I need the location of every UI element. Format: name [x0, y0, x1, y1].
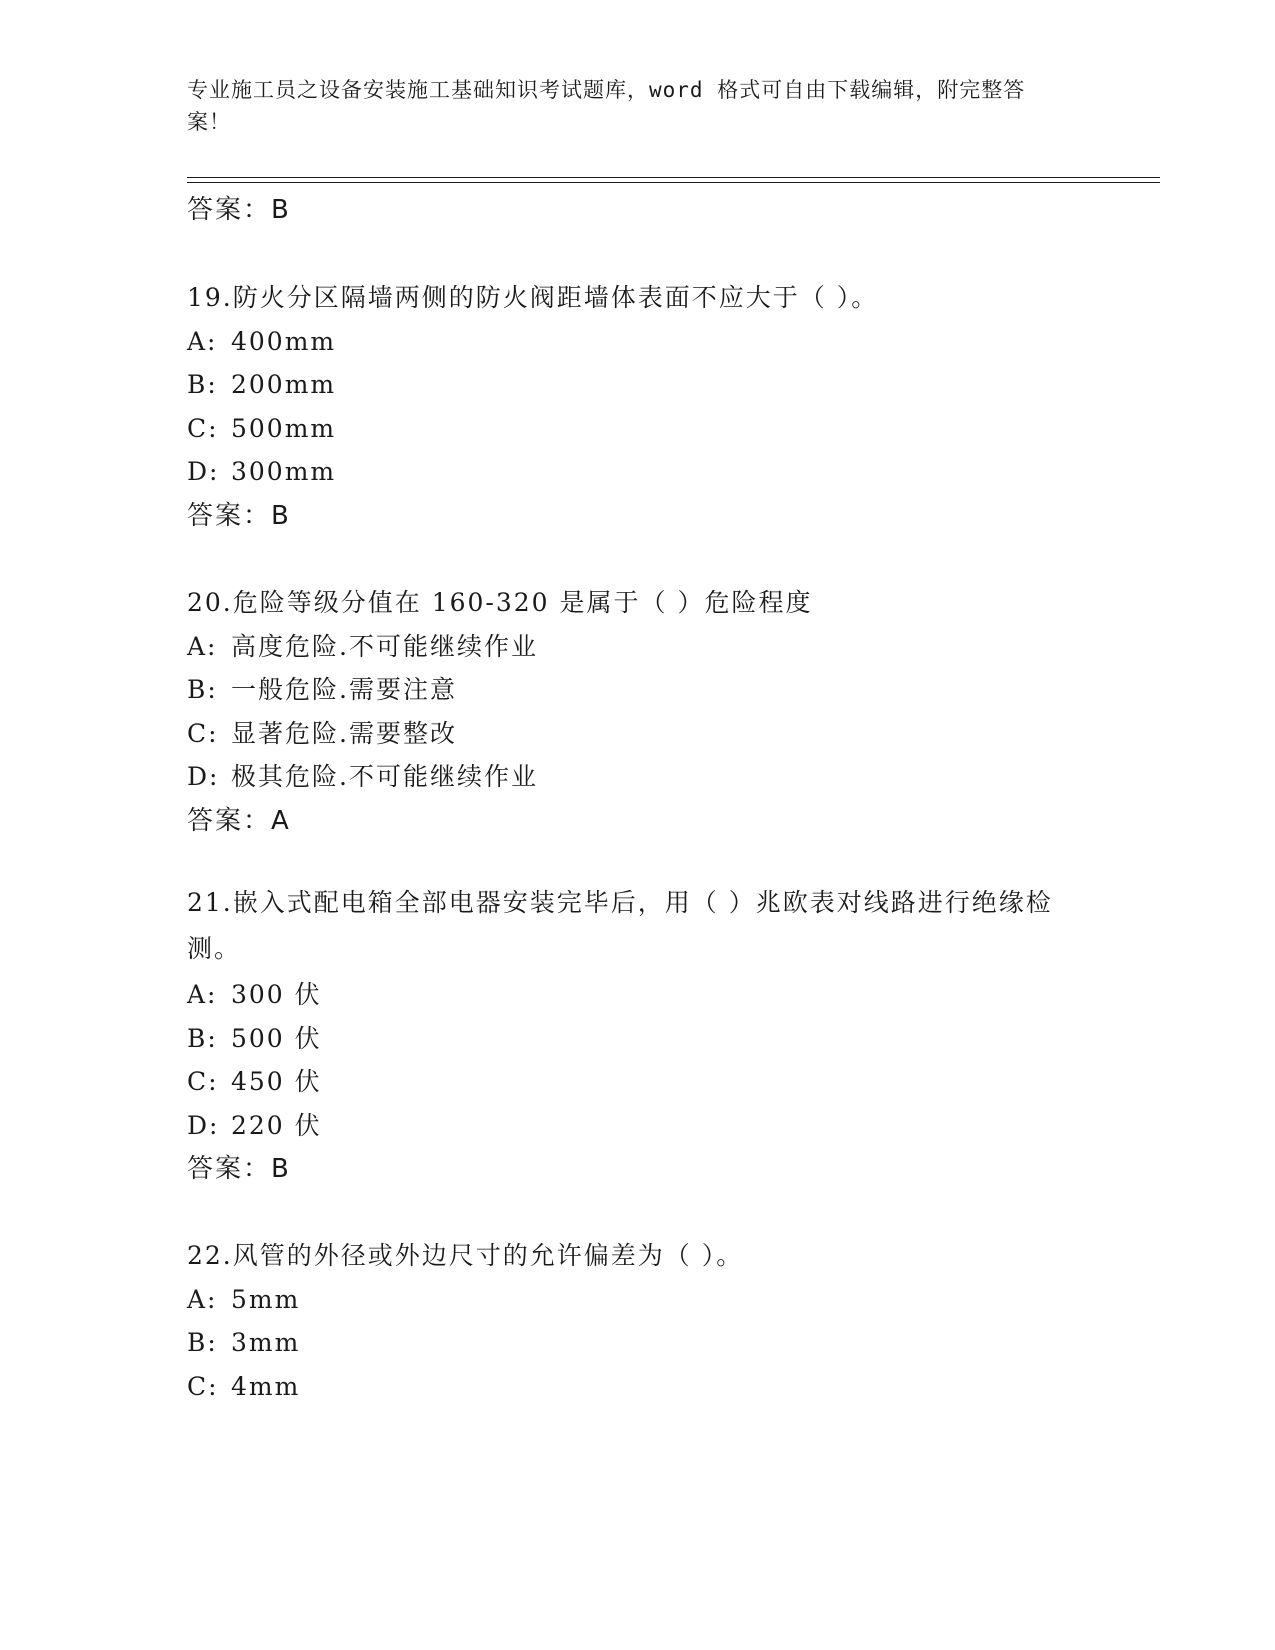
option-text: 300 伏 — [231, 980, 322, 1009]
option-label: C: — [187, 719, 219, 748]
option-c — [187, 1066, 322, 1098]
option-a — [187, 979, 322, 1011]
option-a — [187, 631, 538, 663]
option-label: A: — [187, 632, 218, 661]
option-text: 220 伏 — [231, 1111, 322, 1140]
header-divider-bottom — [187, 182, 1160, 183]
option-c — [187, 718, 457, 750]
option-b — [187, 369, 336, 401]
option-label: D: — [187, 457, 220, 486]
answer-line: 答案：A — [187, 806, 291, 836]
option-d — [187, 456, 336, 488]
header-divider-top — [187, 177, 1160, 178]
option-label: C: — [187, 414, 219, 443]
answer-previous: 答案：B — [187, 195, 291, 225]
option-text: 4mm — [231, 1372, 301, 1401]
question-text: 22.风管的外径或外边尺寸的允许偏差为（ ）。 — [187, 1241, 744, 1270]
answer-line: 答案：B — [187, 1154, 291, 1184]
option-label: B: — [187, 1024, 218, 1053]
option-text: 极其危险.不可能继续作业 — [231, 762, 538, 791]
option-label: D: — [187, 762, 220, 791]
answer-line: 答案：B — [187, 501, 291, 531]
option-text: 5mm — [231, 1285, 301, 1314]
option-label: C: — [187, 1372, 219, 1401]
document-header: 专业施工员之设备安装施工基础知识考试题库，word 格式可自由下载编辑，附完整答案！ — [187, 78, 1026, 134]
option-label: C: — [187, 1067, 219, 1096]
option-a — [187, 326, 336, 358]
option-a — [187, 1284, 300, 1316]
option-label: D: — [187, 1111, 220, 1140]
option-c — [187, 1371, 300, 1403]
option-text: 500 伏 — [231, 1024, 322, 1053]
option-text: 一般危险.需要注意 — [231, 675, 457, 704]
option-c — [187, 413, 336, 445]
option-d — [187, 761, 538, 793]
option-label: B: — [187, 370, 218, 399]
option-text: 400mm — [231, 327, 337, 356]
option-text: 450 伏 — [231, 1067, 322, 1096]
option-text: 300mm — [231, 457, 337, 486]
question-text: 19.防火分区隔墙两侧的防火阀距墙体表面不应大于（ ）。 — [187, 283, 879, 312]
option-text: 显著危险.需要整改 — [231, 719, 457, 748]
option-d — [187, 1110, 322, 1142]
option-b — [187, 674, 457, 706]
option-text: 200mm — [231, 370, 337, 399]
option-label: A: — [187, 327, 218, 356]
option-label: B: — [187, 1328, 218, 1357]
option-b — [187, 1023, 322, 1055]
option-text: 500mm — [231, 414, 337, 443]
question-text: 20.危险等级分值在 160-320 是属于（ ）危险程度 — [187, 588, 813, 617]
option-text: 3mm — [231, 1328, 301, 1357]
option-text: 高度危险.不可能继续作业 — [231, 632, 538, 661]
option-b — [187, 1327, 300, 1359]
option-label: A: — [187, 980, 218, 1009]
option-label: A: — [187, 1285, 218, 1314]
option-label: B: — [187, 675, 218, 704]
question-text: 21.嵌入式配电箱全部电器安装完毕后，用（ ）兆欧表对线路进行绝缘检测。 — [187, 888, 1053, 963]
